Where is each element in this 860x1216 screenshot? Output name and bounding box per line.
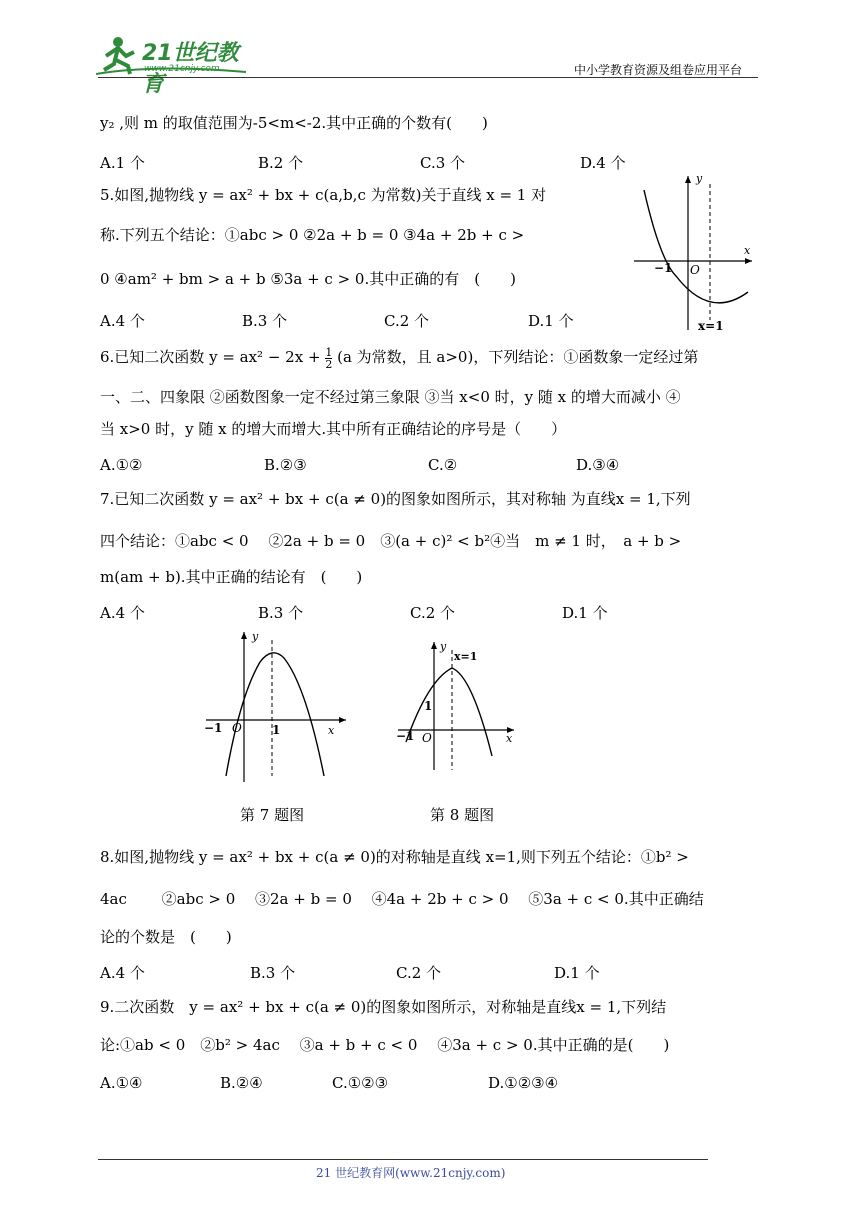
q9-line-1: 9.二次函数 y = ax² + bx + c(a ≠ 0)的图象如图所示，对称轴是直线x = 1,下列结 <box>100 998 667 1016</box>
q5-fig-origin: O <box>690 263 700 277</box>
footer-text: 21 世纪教育网(www.21cnjy.com) <box>316 1166 506 1180</box>
q9-option-b: B.②④ <box>220 1074 263 1092</box>
q5-fig-x-label: x <box>744 244 751 257</box>
logo <box>96 34 256 97</box>
fig7-origin: O <box>232 721 242 735</box>
q6-line-3: 当 x>0 时，y 随 x 的增大而增大.其中所有正确结论的序号是（ ） <box>100 420 567 438</box>
logo-text: 21世纪教育 <box>142 41 239 97</box>
q9-option-c: C.①②③ <box>332 1074 389 1092</box>
fig7-neg1: −1 <box>204 721 223 735</box>
q7-option-d: D.1 个 <box>562 604 608 622</box>
q5-fig-axis-label: x=1 <box>698 319 724 333</box>
q5-line-2: 称.下列五个结论：①abc > 0 ②2a + b = 0 ③4a + 2b + c > <box>100 226 525 244</box>
q8-option-b: B.3 个 <box>250 964 296 982</box>
q6-option-a: A.①② <box>100 456 143 474</box>
q9-option-a: A.①④ <box>100 1074 143 1092</box>
fig8-neg1: −1 <box>396 729 415 743</box>
q7-option-c: C.2 个 <box>410 604 456 622</box>
fig7-y-label: y <box>252 630 259 643</box>
q8-option-d: D.1 个 <box>554 964 600 982</box>
q6-line-1-pre: 6.已知二次函数 y = ax² − 2x + <box>100 348 321 366</box>
q4-option-d: D.4 个 <box>580 154 626 172</box>
q6-fraction-den: 2 <box>325 357 333 371</box>
fig7-figure <box>200 626 350 786</box>
q7-line-3: m(am + b).其中正确的结论有 ( ) <box>100 568 363 586</box>
q7-option-a: A.4 个 <box>100 604 145 622</box>
q8-line-1: 8.如图,抛物线 y = ax² + bx + c(a ≠ 0)的对称轴是直线 x=1,则下列五个结论：①b² > <box>100 848 689 866</box>
platform-label: 中小学教育资源及组卷应用平台 <box>574 63 743 77</box>
q6-option-c: C.② <box>428 456 458 474</box>
q6-option-d: D.③④ <box>576 456 620 474</box>
q6-option-b: B.②③ <box>264 456 307 474</box>
q5-option-c: C.2 个 <box>384 312 430 330</box>
q7-line-2: 四个结论：①abc < 0 ②2a + b = 0 ③(a + c)² < b²④当 m ≠ 1 时， a + b > <box>100 532 682 550</box>
footer-rule <box>98 1159 708 1160</box>
q9-option-d: D.①②③④ <box>488 1074 559 1092</box>
q8-option-c: C.2 个 <box>396 964 442 982</box>
fig7-x-label: x <box>328 724 335 737</box>
q9-line-2: 论:①ab < 0 ②b² > 4ac ③a + b + c < 0 ④3a + c > 0.其中正确的是( ) <box>100 1036 670 1054</box>
fig8-caption: 第 8 题图 <box>430 806 495 824</box>
q5-line-3: 0 ④am² + bm > a + b ⑤3a + c > 0.其中正确的有 ( ) <box>100 270 516 288</box>
q6-line-1 <box>100 346 698 370</box>
fig8-figure <box>392 636 522 776</box>
fig7-caption: 第 7 题图 <box>240 806 305 824</box>
q8-option-a: A.4 个 <box>100 964 145 982</box>
q5-option-a: A.4 个 <box>100 312 145 330</box>
q5-line-1: 5.如图,抛物线 y = ax² + bx + c(a,b,c 为常数)关于直线 x = 1 对 <box>100 186 547 204</box>
q7-line-1: 7.已知二次函数 y = ax² + bx + c(a ≠ 0)的图象如图所示，其对称轴 为直线x = 1,下列 <box>100 490 691 508</box>
q6-line-2: 一、二、四象限 ②函数图象一定不经过第三象限 ③当 x<0 时，y 随 x 的增大而减小 ④ <box>100 388 681 406</box>
logo-url: www.21cnjy.com <box>144 64 220 74</box>
fig8-x-label: x <box>506 732 513 745</box>
q6-fraction-num: 1 <box>325 345 333 359</box>
q4-option-a: A.1 个 <box>100 154 145 172</box>
fig8-origin: O <box>422 731 432 745</box>
fig8-one: 1 <box>424 699 433 713</box>
q5-option-d: D.1 个 <box>528 312 574 330</box>
q8-line-2: 4ac ②abc > 0 ③2a + b = 0 ④4a + 2b + c > 0 ⑤3a + c < 0.其中正确结 <box>100 890 704 908</box>
q6-fraction <box>325 347 332 370</box>
fig8-axis-label: x=1 <box>454 650 478 663</box>
fig8-y-label: y <box>440 640 447 653</box>
q5-option-b: B.3 个 <box>242 312 288 330</box>
q5-fig-y-label: y <box>696 172 703 185</box>
fig7-one: 1 <box>272 723 281 737</box>
q6-line-1-post: (a 为常数，且 a>0)，下列结论：①函数象一定经过第 <box>337 348 699 366</box>
q7-option-b: B.3 个 <box>258 604 304 622</box>
q4-option-b: B.2 个 <box>258 154 304 172</box>
q8-line-3: 论的个数是 ( ) <box>100 928 232 946</box>
q5-figure <box>630 170 760 335</box>
q5-fig-neg1: −1 <box>654 261 673 275</box>
header-rule <box>98 77 758 78</box>
q4-option-c: C.3 个 <box>420 154 466 172</box>
q4-tail: y₂ ,则 m 的取值范围为-5<m<-2.其中正确的个数有( ) <box>100 114 488 132</box>
